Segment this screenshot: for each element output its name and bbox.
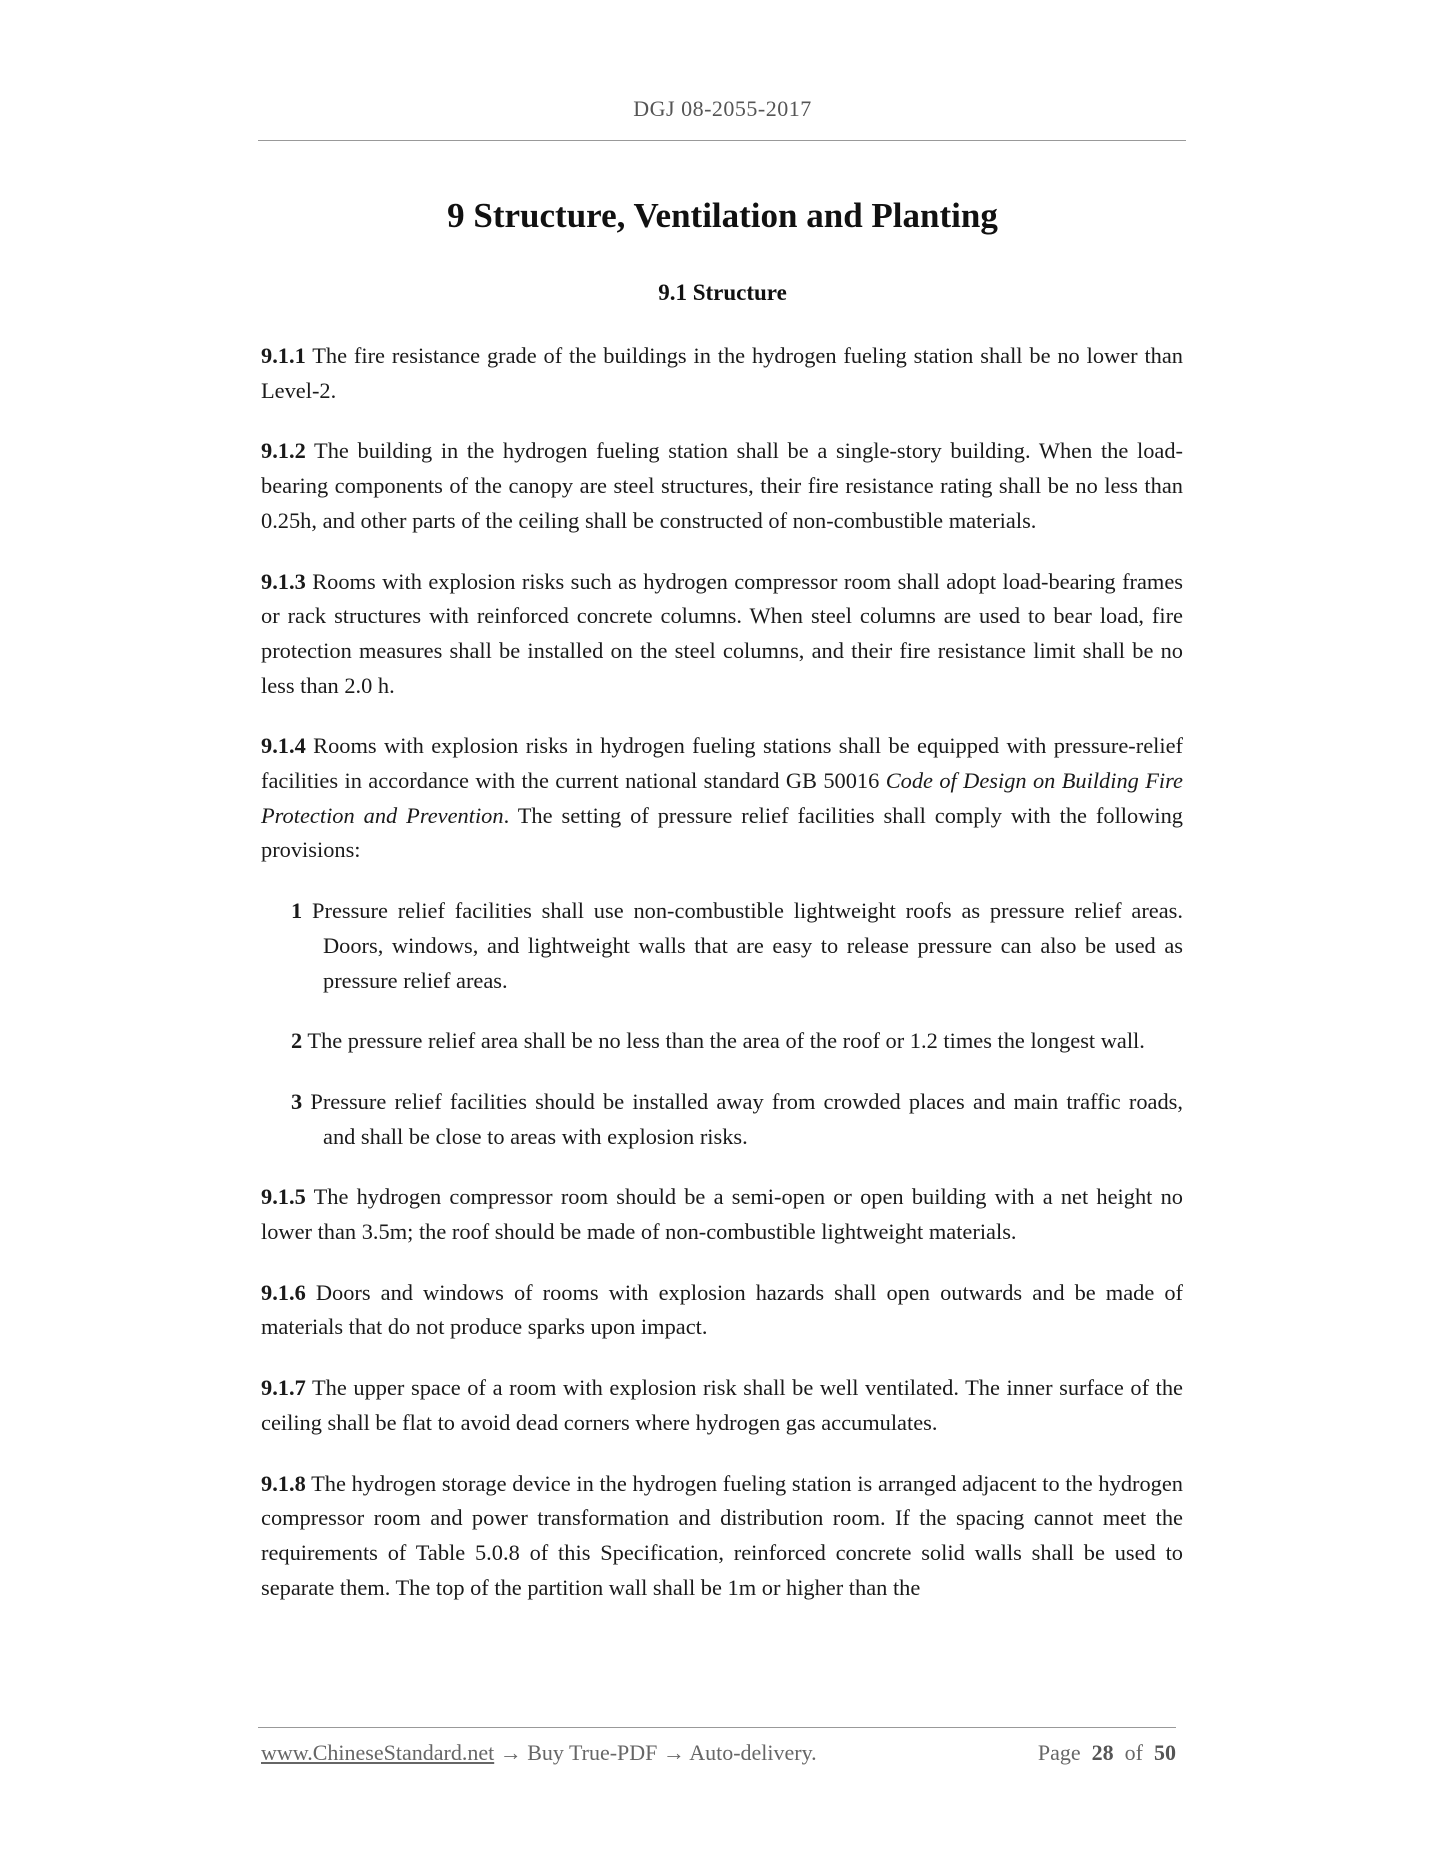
body-content [261,339,1183,1631]
clause-text: The hydrogen storage device in the hydrogen fueling station is arranged adjacent to the hydrogen compressor room and power transformation and distribution room. If the spacing cannot meet the requirements of Table 5.0.8 of this Specification, reinforced concrete solid walls shall be used to separate them. The top of the partition wall shall be 1m or higher than the [261,1470,1183,1600]
clause-number: 9.1.5 [261,1184,306,1210]
item-text: The pressure relief area shall be no less than the area of the roof or 1.2 times the longest wall. [302,1028,1145,1054]
footer-divider [258,1727,1176,1728]
clause-number: 9.1.3 [261,568,306,594]
clause-9-1-3 [261,565,1183,704]
standard-title-reference: Code of Design on Building Fire Protection and Prevention [261,768,1183,828]
clause-text: The building in the hydrogen fueling station shall be a single-story building. When the load-bearing components of the canopy are steel structures, their fire resistance rating shall be no less than 0.25h, and other parts of the ceiling shall be constructed of non-combustible materials. [261,438,1183,533]
item-number: 3 [291,1088,303,1114]
clause-text: The hydrogen compressor room should be a semi-open or open building with a net height no lower than 3.5m; the roof should be made of non-combustible lightweight materials. [261,1184,1183,1245]
header-divider [258,140,1186,141]
clause-text: The upper space of a room with explosion risk shall be well ventilated. The inner surface of the ceiling shall be flat to avoid dead corners where hydrogen gas accumulates. [261,1375,1183,1435]
clause-number: 9.1.6 [261,1279,306,1305]
clause-9-1-5 [261,1180,1183,1249]
clause-9-1-1 [261,339,1183,408]
clause-text: Rooms with explosion risks in hydrogen fueling stations shall be equipped with pressure-relief facilities in accordance with the current national standard GB 50016 [261,733,1183,794]
item-text: Pressure relief facilities shall use non-combustible lightweight roofs as pressure relief areas. Doors, windows, and lightweight walls that are easy to release pressure can also be used as pressure relief areas. [302,898,1183,993]
item-number: 2 [291,1028,303,1054]
site-link[interactable]: www.ChineseStandard.net [261,1740,495,1765]
chapter-title: 9 Structure, Ventilation and Planting [447,196,998,235]
current-page-number: 28 [1091,1740,1114,1765]
clause-9-1-6 [261,1276,1183,1345]
clause-9-1-4 [261,729,1183,868]
clause-number: 9.1.2 [261,438,306,464]
list-item [261,1085,1183,1154]
clause-text: The fire resistance grade of the buildings in the hydrogen fueling station shall be no lower than Level-2. [261,343,1183,403]
of-label: of [1124,1740,1143,1765]
list-item [261,894,1183,998]
total-pages-number: 50 [1154,1740,1176,1765]
page-label: Page [1037,1740,1081,1765]
clause-9-1-2 [261,434,1183,538]
clause-number: 9.1.1 [261,343,306,368]
clause-9-1-8 [261,1467,1183,1606]
page-indicator [1038,1740,1176,1766]
clause-text: Doors and windows of rooms with explosion hazards shall open outwards and be made of materials that do not produce sparks upon impact. [261,1279,1183,1340]
clause-number: 9.1.4 [261,733,306,759]
clause-number: 9.1.7 [261,1375,306,1401]
footer-promo [261,1740,817,1766]
promo-text: → Buy True-PDF → Auto-delivery. [494,1740,817,1765]
section-title: 9.1 Structure [658,280,787,305]
list-item [261,1024,1183,1059]
clause-text: . The setting of pressure relief facilities shall comply with the following provisions: [261,802,1183,863]
document-code-header: DGJ 08-2055-2017 [633,96,812,121]
item-number: 1 [291,898,303,924]
clause-text: Rooms with explosion risks such as hydrogen compressor room shall adopt load-bearing frames or rack structures with reinforced concrete columns. When steel columns are used to bear load, fire protection measures shall be installed on the steel columns, and their fire resistance limit shall be no less than 2.0 h. [261,568,1183,698]
clause-number: 9.1.8 [261,1470,306,1496]
clause-9-1-7 [261,1371,1183,1440]
item-text: Pressure relief facilities should be installed away from crowded places and main traffic roads, and shall be close to areas with explosion risks. [302,1088,1183,1149]
